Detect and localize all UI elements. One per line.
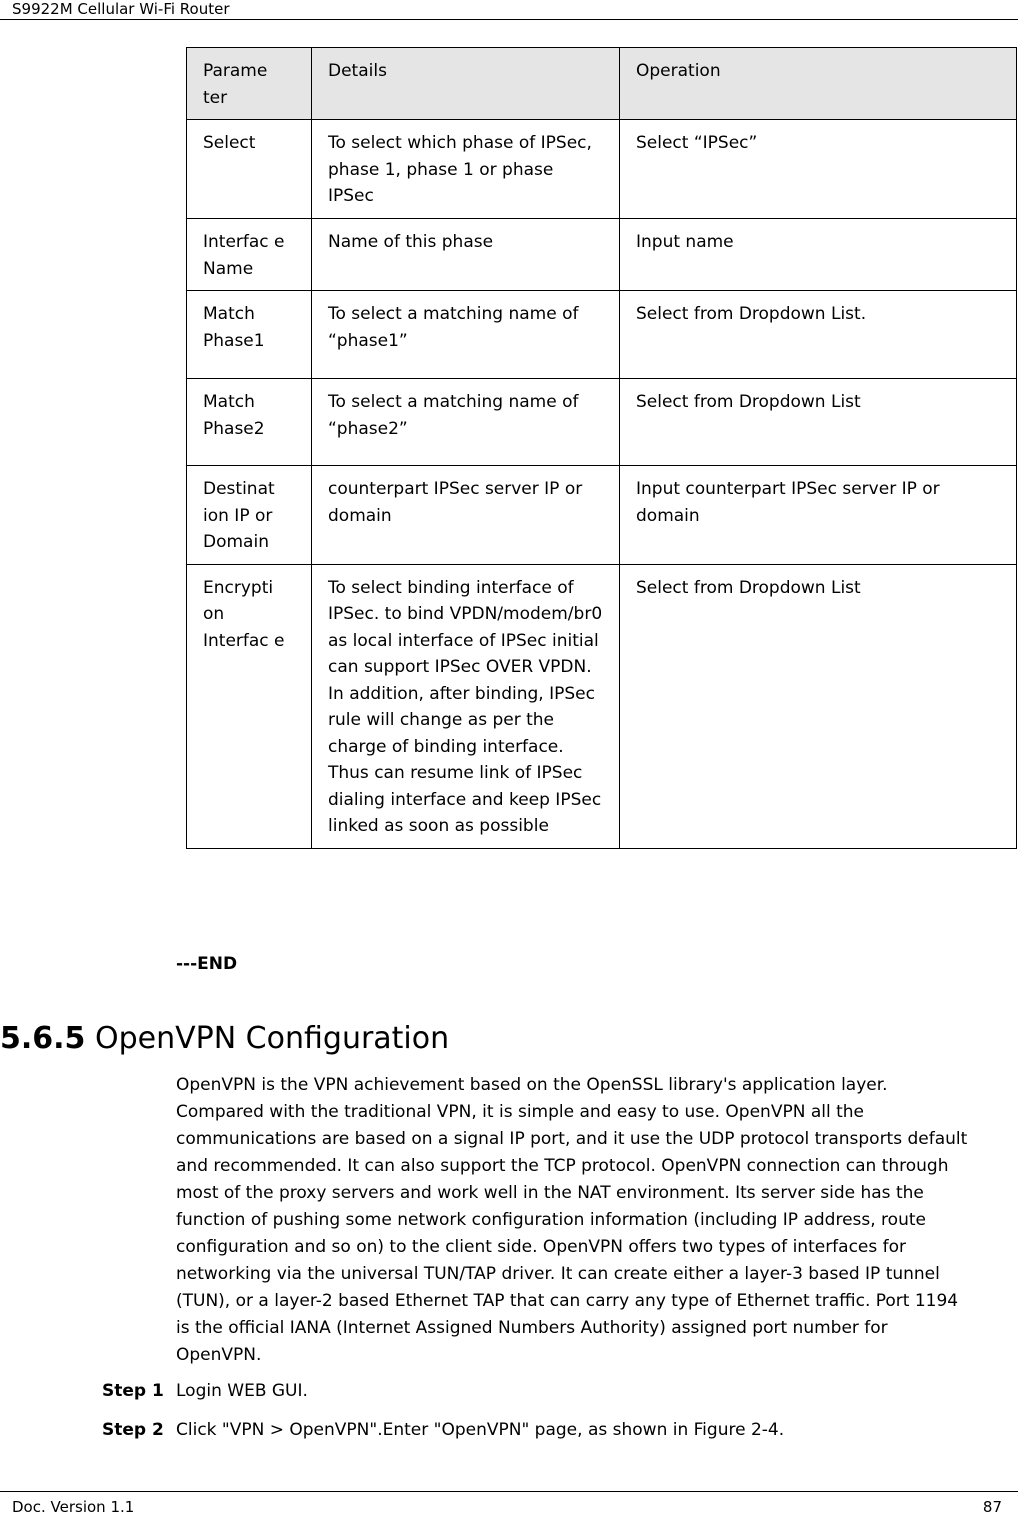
section-number: 5.6.5 — [0, 1021, 86, 1056]
table-cell: Destinat ion IP or Domain — [187, 466, 312, 565]
column-header: Parame ter — [187, 48, 312, 120]
table-cell: Select from Dropdown List — [620, 379, 1017, 466]
step-2 — [102, 1420, 784, 1440]
header-rule — [0, 19, 1018, 20]
table-row — [187, 219, 1017, 291]
step-text: Click "VPN > OpenVPN".Enter "OpenVPN" page, as shown in Figure 2-4. — [176, 1420, 785, 1440]
table-header-row — [187, 48, 1017, 120]
table-row — [187, 466, 1017, 565]
table-cell: Input name — [620, 219, 1017, 291]
table-cell: Interfac e Name — [187, 219, 312, 291]
footer-rule — [0, 1491, 1018, 1492]
page-header: S9922M Cellular Wi-Fi Router — [12, 0, 230, 18]
end-marker: ---END — [176, 954, 238, 974]
section-title: OpenVPN Configuration — [94, 1021, 450, 1056]
table-cell: Select “IPSec” — [620, 120, 1017, 219]
table-row — [187, 291, 1017, 379]
page-number: 87 — [982, 1498, 1002, 1516]
table-row — [187, 379, 1017, 466]
doc-version: Doc. Version 1.1 — [12, 1498, 135, 1516]
table-cell: Match Phase2 — [187, 379, 312, 466]
table-cell: To select a matching name of “phase1” — [312, 291, 620, 379]
table-row — [187, 564, 1017, 848]
step-label: Step 2 — [102, 1420, 164, 1440]
table-cell: Name of this phase — [312, 219, 620, 291]
table-cell: Select from Dropdown List. — [620, 291, 1017, 379]
table-cell: To select a matching name of “phase2” — [312, 379, 620, 466]
table-cell: Encrypti on Interfac e — [187, 564, 312, 848]
step-1 — [102, 1381, 308, 1401]
table-cell: Match Phase1 — [187, 291, 312, 379]
column-header: Operation — [620, 48, 1017, 120]
step-label: Step 1 — [102, 1381, 164, 1401]
table-cell: To select binding interface of IPSec. to bind VPDN/modem/br0 as local interface of IPSec initial can support IPSec OVER VPDN. In addition, after binding, IPSec rule will change as per the charge of binding interface. Thus can resume link of IPSec dialing interface and keep IPSec linked as soon as possible — [312, 564, 620, 848]
table-cell: Select from Dropdown List — [620, 564, 1017, 848]
table-row — [187, 120, 1017, 219]
section-heading — [0, 1021, 449, 1056]
table-cell: To select which phase of IPSec, phase 1, phase 1 or phase IPSec — [312, 120, 620, 219]
table-cell: Input counterpart IPSec server IP or domain — [620, 466, 1017, 565]
parameter-table — [186, 47, 1017, 849]
column-header: Details — [312, 48, 620, 120]
section-paragraph: OpenVPN is the VPN achievement based on the OpenSSL library's application layer. Compared with the traditional VPN, it is simple and easy to use. OpenVPN all the communications are based on a signal IP port, and it use the UDP protocol transports default and recommended. It can also support the TCP protocol. OpenVPN connection can through most of the proxy servers and work well in the NAT environment. Its server side has the function of pushing some network configuration information (including IP address, route configuration and so on) to the client side. OpenVPN offers two types of interfaces for networking via the universal TUN/TAP driver. It can create either a layer-3 based IP tunnel (TUN), or a layer-2 based Ethernet TAP that can carry any type of Ethernet traffic. Port 1194 is the official IANA (Internet Assigned Numbers Authority) assigned port number for OpenVPN. — [176, 1075, 968, 1365]
table-cell: counterpart IPSec server IP or domain — [312, 466, 620, 565]
table-cell: Select — [187, 120, 312, 219]
step-text: Login WEB GUI. — [176, 1381, 308, 1401]
